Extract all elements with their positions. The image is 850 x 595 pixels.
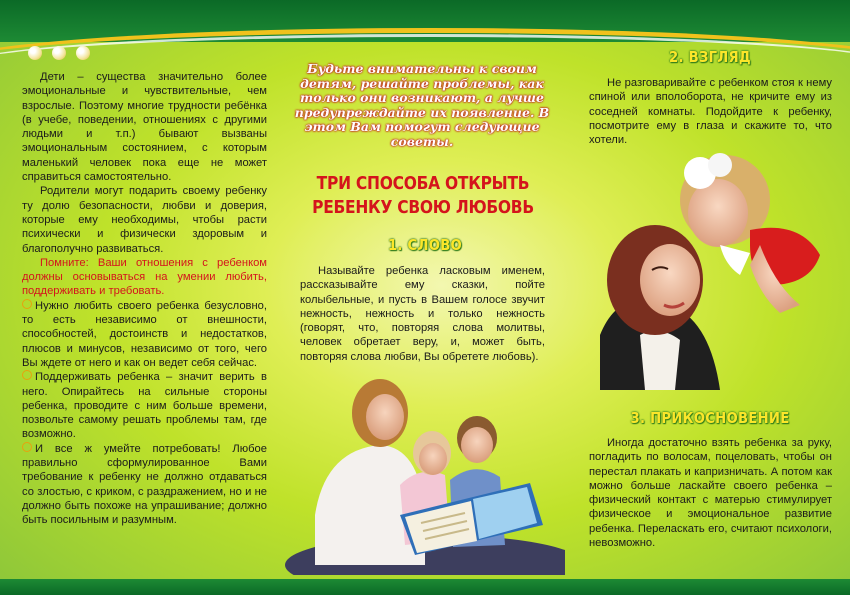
- warning-text: Помните: Ваши отношения с ребенком должны основываться на умении любить, поддерживать и требовать.: [22, 256, 267, 298]
- bullet-love-text: Нужно любить своего ребенка безусловно, то есть независимо от внешности, способностей, достоинств и недостатков, плюсов и минусов, независимо от того, чего Вы ждете от него и как он ведет себя сейчас.: [22, 299, 267, 369]
- bullet-support-text: Поддерживать ребенка – значит верить в него. Опирайтесь на сильные стороны ребенка, проводите с ним больше времени, позвольте самому решать проблемы там, где возможно.: [22, 371, 267, 441]
- dot-icon: [28, 46, 42, 60]
- section-look-heading: 2. ВЗГЛЯД: [669, 48, 751, 66]
- main-title-line-1: ТРИ СПОСОБА ОТКРЫТЬ: [316, 173, 530, 194]
- intro-paragraph-1: Дети – существа значительно более эмоциональные и чувствительные, чем взрослые. Поэтому многие трудности ребёнка (в учебе, поведении, отношениях с другими людьми и т.п.) бывают вызваны эмоциональным состоянием, с которым маленький человек пока еще не может справиться самостоятельно.: [22, 71, 267, 184]
- intro-paragraph-2: Родители могут подарить своему ребенку ту долю безопасности, любви и доверия, которые ему необходимы, чтобы расти психически и физически здоровым и благополучно развиваться.: [22, 185, 267, 255]
- circle-bullet-icon: [22, 370, 32, 380]
- bullet-support: [22, 370, 267, 441]
- circle-bullet-icon: [22, 442, 32, 452]
- section-touch-heading: 3. ПРИКОСНОВЕНИЕ: [630, 409, 790, 427]
- decorative-dots: [28, 46, 90, 60]
- main-title-line-2: РЕБЕНКУ СВОЮ ЛЮБОВЬ: [312, 197, 534, 218]
- script-note: Будьте внимательны к своим детям, решайте проблемы, как только они возникают, а лучше предупреждайте их появление. В этом Вам помогут следующие советы.: [294, 61, 550, 149]
- bullet-love: [22, 299, 267, 370]
- intro-column: [22, 70, 267, 528]
- section-look-text: Не разговаривайте с ребенком стоя к нему спиной или вполоборота, не кричите ему из соседней комнаты. Подойдите к ребенку, посмотрите ему в глаза и скажите то, что хотели.: [589, 77, 832, 147]
- family-reading-photo: [285, 365, 565, 575]
- bottom-green-band: [0, 579, 850, 595]
- circle-bullet-icon: [22, 299, 32, 309]
- dot-icon: [52, 46, 66, 60]
- main-title: [303, 172, 542, 220]
- bullet-demand: [22, 442, 267, 528]
- dot-icon: [76, 46, 90, 60]
- section-word-heading: 1. СЛОВО: [387, 236, 463, 254]
- mother-child-photo: [600, 135, 840, 390]
- section-touch-text: Иногда достаточно взять ребенка за руку, погладить по волосам, поцеловать, чтобы он перестал плакать и капризничать. А потом как можно больше ласкайте своего ребенка – физический контакт с матерью стимулирует физическое и эмоциональное развитие ребенка. Переласкать его, считают психологи, невозможно.: [589, 437, 832, 550]
- section-touch-column: [589, 436, 832, 550]
- section-word-text: Называйте ребенка ласковым именем, рассказывайте ему сказки, пойте колыбельные, и пусть в Вашем голосе звучит нежность, нежность и только нежность (говорят, что, повторяя слова молитвы, человек обретает веру, и, может быть, повторяя слова любви, Вы обретете любовь).: [300, 265, 545, 363]
- section-word-column: [300, 264, 545, 364]
- bullet-demand-text: И все ж умейте потребовать! Любое правильно сформулированное Вами требование к ребенку не должно отдаваться со злостью, с криком, с раздражением, но и не должно быть похоже на упрашивание; должно быть посильным и разумным.: [22, 442, 267, 527]
